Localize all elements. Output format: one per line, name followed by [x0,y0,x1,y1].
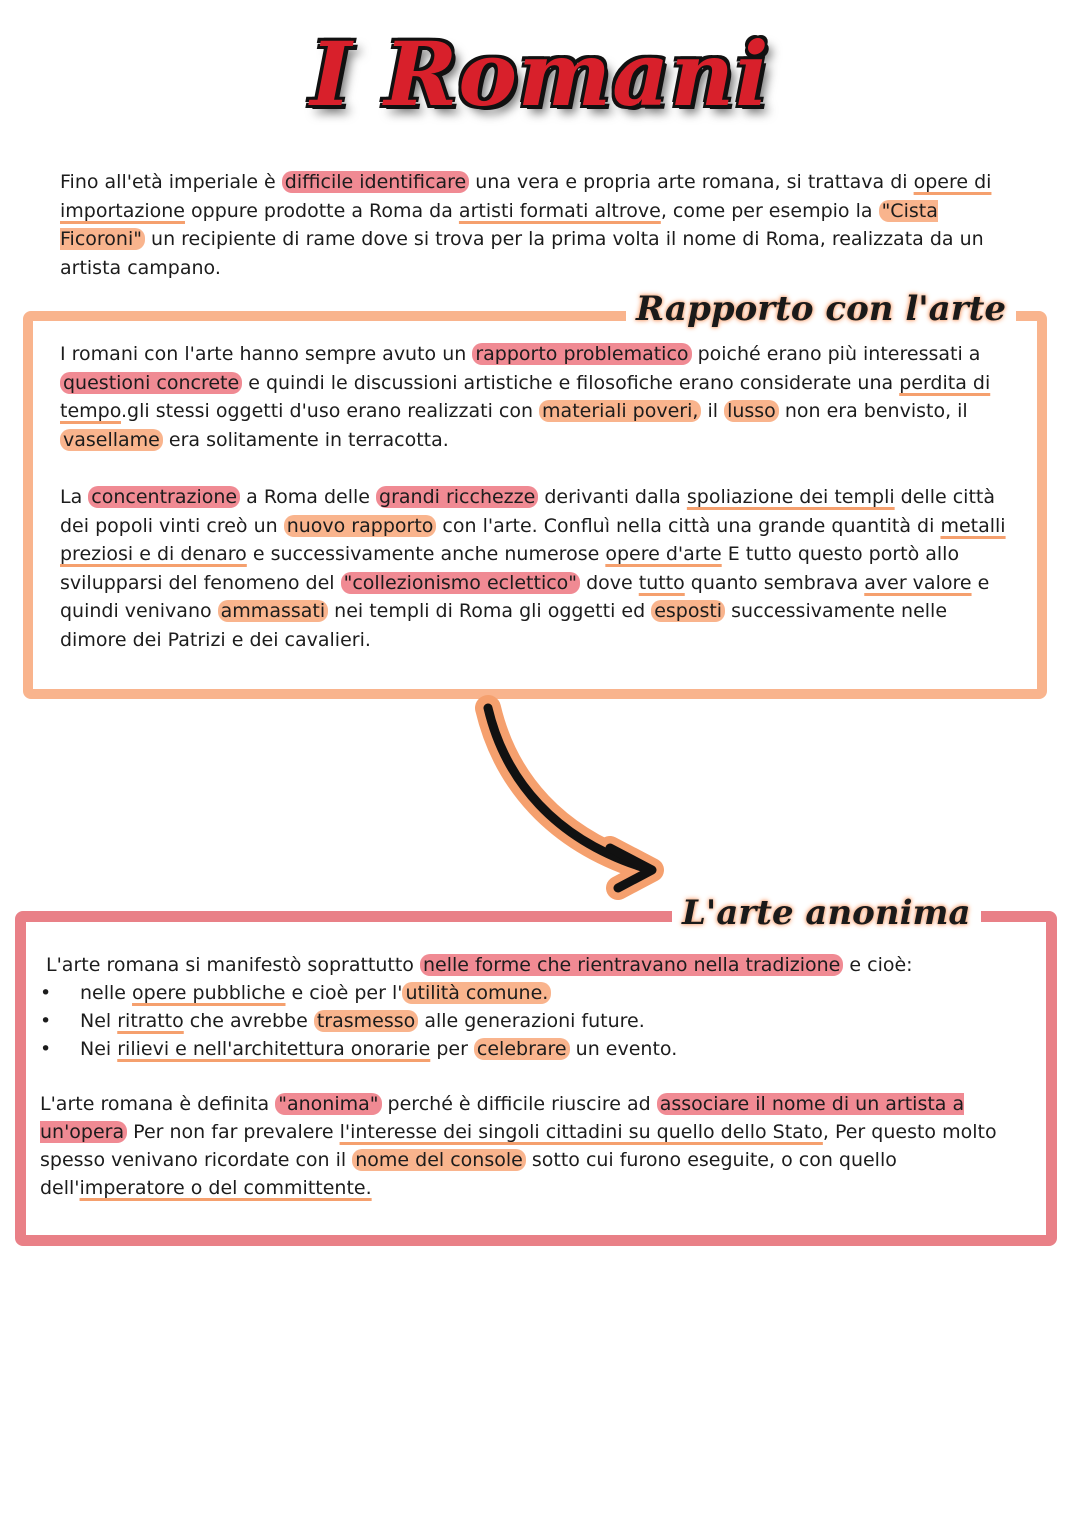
highlight: difficile identificare [282,171,469,193]
rapporto-paragraph-2: La concentrazione a Roma delle grandi ricchezze derivanti dalla spoliazione dei templi delle città dei popoli vinti creò un nuovo rapporto con l'arte. Confluì nella città una grande quantità di metalli preziosi e di denaro e successivamente anche numerose opere d'arte E tutto questo portò allo svilupparsi del fenomeno del "collezionismo eclettico" dove tutto quanto sembrava aver valore e quindi venivano ammassati nei templi di Roma gli oggetti ed esposti successivamente nelle dimore dei Patrizi e dei cavalieri. [60,486,1006,651]
page-title: I Romani [310,22,770,126]
underline: opere di importazione [60,171,992,222]
highlight: nuovo rapporto [284,515,437,537]
list-item: • Nei rilievi e nell'architettura onorarie per celebrare un evento. [40,1035,1000,1063]
arte-anonima-paragraph-2: L'arte romana è definita "anonima" perché è difficile riuscire ad associare il nome di un artista a un'opera Per non far prevalere l'interesse dei singoli cittadini su quello dello Stato, Per questo molto spesso venivano ricordate con il nome del console sotto cui furono eseguite, o con quello dell'imperatore o del committente. [40,1093,997,1199]
underline: spoliazione dei templi [686,486,895,508]
highlight: rapporto problematico [472,343,691,365]
highlight: materiali poveri, [539,400,701,422]
underline: opere d'arte [605,543,722,565]
underline: opere pubbliche [132,982,286,1004]
highlight: trasmesso [314,1010,418,1032]
underline: l'interesse dei singoli cittadini su quello dello Stato [339,1121,823,1143]
underline: artisti formati altrove [458,199,661,222]
highlight: "collezionismo eclettico" [341,572,580,594]
arte-anonima-intro: L'arte romana si manifestò soprattutto nelle forme che rientravano nella tradizione e cioè: [46,954,913,976]
highlight: ammassati [218,600,328,622]
highlight: celebrare [474,1038,570,1060]
underline: ritratto [117,1010,184,1032]
list-item: • Nel ritratto che avrebbe trasmesso alle generazioni future. [40,1007,1000,1035]
highlight: grandi ricchezze [376,486,538,508]
highlight: esposti [651,600,725,622]
section-heading-arte-anonima: L'arte anonima [672,888,981,938]
highlight: nome del console [352,1149,526,1171]
highlight: utilità comune. [402,982,551,1004]
highlight: vasellame [60,429,163,451]
highlight: lusso [724,400,779,422]
arte-anonima-list [40,979,1000,1063]
highlight: concentrazione [88,486,240,508]
underline: rilievi e nell'architettura onorarie [117,1038,431,1060]
list-item: • nelle opere pubbliche e cioè per l' utilità comune. [40,979,1000,1007]
highlight: associare il nome di un artista a un'opera [40,1093,965,1143]
underline: metalli preziosi e di denaro [60,514,1006,565]
highlight: questioni concrete [60,372,242,394]
highlight: "Cista Ficoroni" [60,199,938,250]
highlight: "anonima" [275,1093,381,1115]
rapporto-paragraph-1: I romani con l'arte hanno sempre avuto un rapporto problematico poiché erano più interessati a questioni concrete e quindi le discussioni artistiche e filosofiche erano considerate una perdita di tempo.gli stessi oggetti d'uso erano realizzati con materiali poveri, il lusso non era benvisto, il vasellame era solitamente in terracotta. [60,343,991,451]
section-heading-rapporto: Rapporto con l'arte [626,284,1016,334]
intro-paragraph: Fino all'età imperiale è difficile identificare una vera e propria arte romana, si trattava di opere di importazione oppure prodotte a Roma da artisti formati altrove, come per esempio la "Cista Ficoroni" un recipiente di rame dove si trova per la prima volta il nome di Roma, realizzata da un artista campano. [60,171,992,279]
highlight: nelle forme che rientravano nella tradizione [420,954,843,976]
underline: aver valore [864,571,972,594]
underline: imperatore o del committente. [79,1177,372,1199]
underline: tutto [638,571,685,594]
curved-arrow-icon [460,690,690,900]
underline: perdita di tempo [60,371,991,422]
